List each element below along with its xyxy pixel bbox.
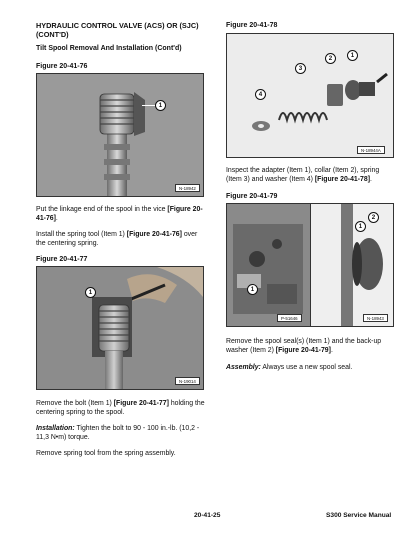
figure-79-photo-left xyxy=(226,203,312,327)
figure-79-callout-1-right: 1 xyxy=(355,221,366,232)
section-title-line2: (CONT'D) xyxy=(36,29,69,39)
figure-78-callout-3: 3 xyxy=(295,63,306,74)
figure-77-caption: Figure 20-41-77 xyxy=(36,256,88,263)
figure-78-callout-4: 4 xyxy=(255,89,266,100)
figure-78-label: N-18944A xyxy=(357,146,385,154)
paragraph-spring-tool: Install the spring tool (Item 1) [Figure 20-41-76] over the centering spring. xyxy=(36,231,198,247)
page-number: 20-41-25 xyxy=(194,512,221,519)
paragraph-linkage: Put the linkage end of the spool in the vice [Figure 20-41-76]. xyxy=(36,206,203,222)
figure-77-label: N-19014 xyxy=(175,377,200,385)
figure-79-callout-1-left: 1 xyxy=(247,284,258,295)
paragraph-remove-bolt: Remove the bolt (Item 1) [Figure 20-41-77] holding the centering spring to the spool. xyxy=(36,400,205,416)
paragraph-assembly-note: Assembly: Always use a new spool seal. xyxy=(226,364,353,371)
figure-78-callout-1: 1 xyxy=(347,50,358,61)
figure-76-label: N-18942 xyxy=(175,184,200,192)
figure-76-leader-line xyxy=(142,105,155,106)
figure-78-photo xyxy=(226,33,394,158)
subsection-title: Tilt Spool Removal And Installation (Cont'd) xyxy=(36,45,182,52)
paragraph-remove-seal: Remove the spool seal(s) (Item 1) and the back-up washer (Item 2) [Figure 20-41-79]. xyxy=(226,338,382,354)
figure-79-callout-2: 2 xyxy=(368,212,379,223)
figure-78-caption: Figure 20-41-78 xyxy=(226,22,278,29)
figure-79-photo-right xyxy=(310,203,394,327)
figure-77-photo xyxy=(36,266,204,390)
section-title-line1: HYDRAULIC CONTROL VALVE (ACS) OR (SJC) xyxy=(36,21,199,30)
figure-76-photo xyxy=(36,73,204,197)
figure-77-callout-1: 1 xyxy=(85,287,96,298)
paragraph-installation-torque: Installation: Tighten the bolt to 90 - 100 in.-lb. (10,2 - 11,3 N•m) torque. xyxy=(36,425,200,441)
paragraph-inspect: Inspect the adapter (Item 1), collar (Item 2), spring (Item 3) and washer (Item 4) [Figure 20-41-78]. xyxy=(226,167,380,183)
manual-title: S300 Service Manual xyxy=(326,512,392,519)
figure-78-callout-2: 2 xyxy=(325,53,336,64)
section-title xyxy=(36,22,199,39)
figure-76-callout-1: 1 xyxy=(155,100,166,111)
figure-79-label-left: P-51646 xyxy=(277,314,302,322)
figure-79-label-right: N-18943 xyxy=(363,314,388,322)
figure-76-caption: Figure 20-41-76 xyxy=(36,63,88,70)
figure-79-caption: Figure 20-41-79 xyxy=(226,193,278,200)
paragraph-remove-spring-tool: Remove spring tool from the spring assembly. xyxy=(36,450,176,457)
